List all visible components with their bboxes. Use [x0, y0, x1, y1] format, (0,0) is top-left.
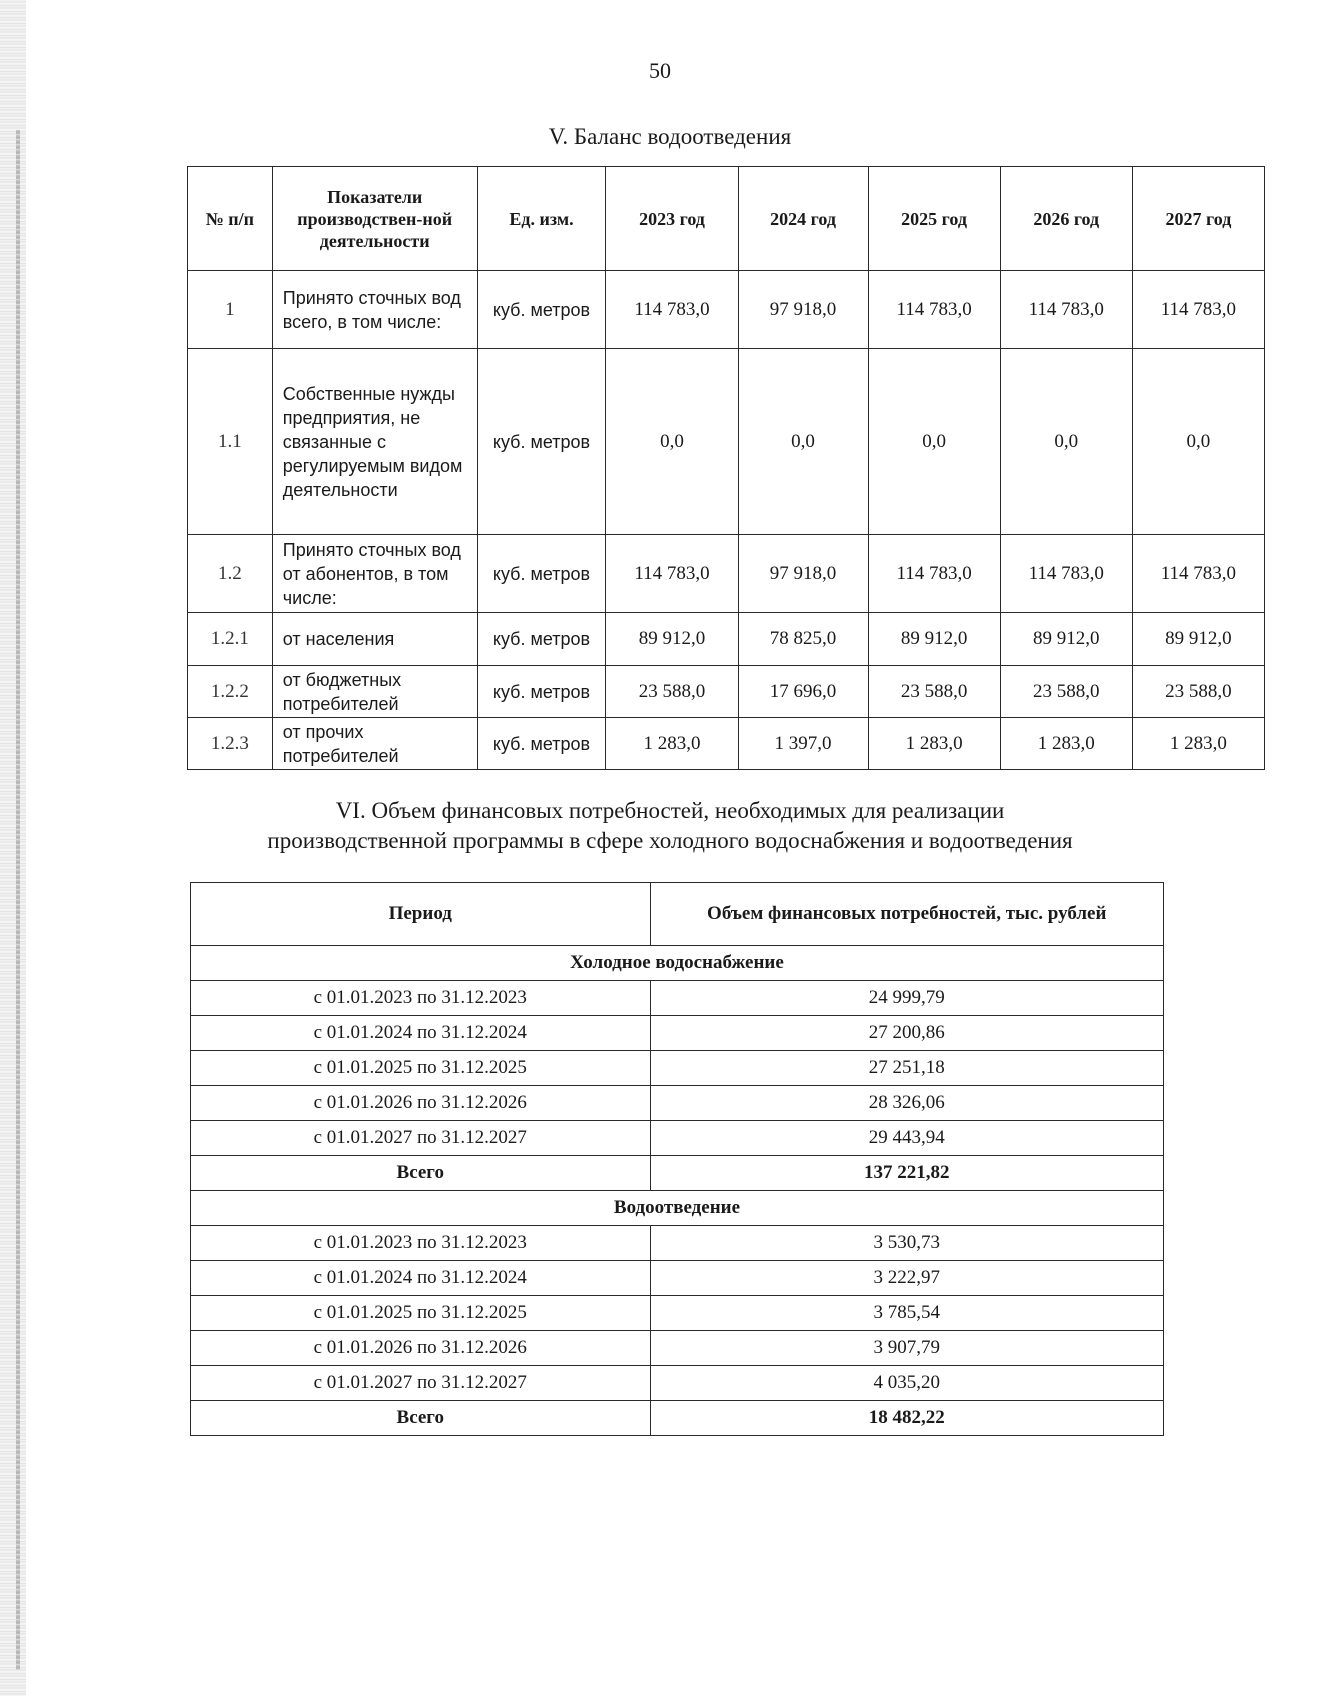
row-unit: куб. метров: [477, 718, 606, 770]
row-num: 1.2.2: [188, 666, 273, 718]
value-cell: 3 785,54: [650, 1296, 1164, 1331]
table-row: [191, 1226, 1164, 1261]
total-label: Всего: [191, 1401, 651, 1436]
value-2026: 0,0: [1000, 349, 1132, 535]
value-2023: 0,0: [606, 349, 738, 535]
value-2025: 89 912,0: [868, 613, 1000, 666]
group-row: [191, 1191, 1164, 1226]
header-2025: 2025 год: [868, 167, 1000, 271]
row-name: от бюджетных потребителей: [272, 666, 477, 718]
value-2025: 114 783,0: [868, 271, 1000, 349]
period-cell: с 01.01.2024 по 31.12.2024: [191, 1016, 651, 1051]
row-name: Принято сточных вод всего, в том числе:: [272, 271, 477, 349]
period-cell: с 01.01.2023 по 31.12.2023: [191, 981, 651, 1016]
table-row: [191, 1261, 1164, 1296]
value-cell: 3 907,79: [650, 1331, 1164, 1366]
section-6-title-line-2: производственной программы в сфере холодного водоснабжения и водоотведения: [267, 828, 1073, 853]
value-2027: 114 783,0: [1132, 271, 1264, 349]
value-2024: 97 918,0: [738, 271, 868, 349]
header-2024: 2024 год: [738, 167, 868, 271]
row-num: 1.1: [188, 349, 273, 535]
value-2023: 1 283,0: [606, 718, 738, 770]
period-cell: с 01.01.2027 по 31.12.2027: [191, 1121, 651, 1156]
value-2024: 78 825,0: [738, 613, 868, 666]
scan-binding-line: [16, 130, 20, 1670]
header-2026: 2026 год: [1000, 167, 1132, 271]
period-cell: с 01.01.2025 по 31.12.2025: [191, 1051, 651, 1086]
value-2025: 0,0: [868, 349, 1000, 535]
total-row: [191, 1401, 1164, 1436]
row-unit: куб. метров: [477, 613, 606, 666]
section-6-title: [0, 796, 1340, 856]
value-2025: 114 783,0: [868, 535, 1000, 613]
table-row: [191, 1366, 1164, 1401]
total-value: 137 221,82: [650, 1156, 1164, 1191]
value-2027: 114 783,0: [1132, 535, 1264, 613]
header-volume: Объем финансовых потребностей, тыс. рублей: [650, 883, 1164, 946]
value-cell: 27 200,86: [650, 1016, 1164, 1051]
value-2027: 0,0: [1132, 349, 1264, 535]
total-label: Всего: [191, 1156, 651, 1191]
value-2023: 114 783,0: [606, 271, 738, 349]
value-2027: 89 912,0: [1132, 613, 1264, 666]
row-name: от прочих потребителей: [272, 718, 477, 770]
table-row: [191, 1296, 1164, 1331]
value-cell: 4 035,20: [650, 1366, 1164, 1401]
table-header-row: [188, 167, 1265, 271]
header-2023: 2023 год: [606, 167, 738, 271]
financial-needs-table: [190, 882, 1164, 1436]
table-header-row: [191, 883, 1164, 946]
table-row: [191, 1086, 1164, 1121]
row-unit: куб. метров: [477, 535, 606, 613]
header-indicator: Показатели производствен-ной деятельности: [272, 167, 477, 271]
table-row: [188, 271, 1265, 349]
row-num: 1.2.3: [188, 718, 273, 770]
value-2026: 1 283,0: [1000, 718, 1132, 770]
value-2024: 17 696,0: [738, 666, 868, 718]
period-cell: с 01.01.2027 по 31.12.2027: [191, 1366, 651, 1401]
value-2024: 97 918,0: [738, 535, 868, 613]
table-row: [188, 666, 1265, 718]
value-2026: 89 912,0: [1000, 613, 1132, 666]
table-row: [191, 1051, 1164, 1086]
group-cold-water-supply: Холодное водоснабжение: [191, 946, 1164, 981]
row-name: от населения: [272, 613, 477, 666]
section-5-title: V. Баланс водоотведения: [548, 124, 792, 149]
value-2024: 0,0: [738, 349, 868, 535]
row-num: 1.2: [188, 535, 273, 613]
group-row: [191, 946, 1164, 981]
value-2023: 89 912,0: [606, 613, 738, 666]
period-cell: с 01.01.2024 по 31.12.2024: [191, 1261, 651, 1296]
table-row: [188, 535, 1265, 613]
header-2027: 2027 год: [1132, 167, 1264, 271]
header-num: № п/п: [188, 167, 273, 271]
period-cell: с 01.01.2026 по 31.12.2026: [191, 1331, 651, 1366]
row-num: 1.2.1: [188, 613, 273, 666]
row-num: 1: [188, 271, 273, 349]
row-name: Собственные нужды предприятия, не связанные с регулируемым видом деятельности: [272, 349, 477, 535]
value-2023: 114 783,0: [606, 535, 738, 613]
value-2026: 23 588,0: [1000, 666, 1132, 718]
table-row: [191, 981, 1164, 1016]
total-value: 18 482,22: [650, 1401, 1164, 1436]
value-cell: 28 326,06: [650, 1086, 1164, 1121]
table-row: [191, 1331, 1164, 1366]
table-row: [188, 718, 1265, 770]
page-number: 50: [649, 58, 671, 83]
value-cell: 29 443,94: [650, 1121, 1164, 1156]
value-2027: 23 588,0: [1132, 666, 1264, 718]
total-row: [191, 1156, 1164, 1191]
row-name: Принято сточных вод от абонентов, в том числе:: [272, 535, 477, 613]
header-unit: Ед. изм.: [477, 167, 606, 271]
row-unit: куб. метров: [477, 349, 606, 535]
period-cell: с 01.01.2026 по 31.12.2026: [191, 1086, 651, 1121]
value-2027: 1 283,0: [1132, 718, 1264, 770]
value-2026: 114 783,0: [1000, 535, 1132, 613]
group-water-disposal: Водоотведение: [191, 1191, 1164, 1226]
table-row: [191, 1121, 1164, 1156]
table-row: [188, 349, 1265, 535]
value-2026: 114 783,0: [1000, 271, 1132, 349]
header-period: Период: [191, 883, 651, 946]
water-disposal-balance-table: [187, 166, 1265, 770]
period-cell: с 01.01.2023 по 31.12.2023: [191, 1226, 651, 1261]
value-2024: 1 397,0: [738, 718, 868, 770]
value-cell: 27 251,18: [650, 1051, 1164, 1086]
row-unit: куб. метров: [477, 666, 606, 718]
value-2025: 23 588,0: [868, 666, 1000, 718]
table-row: [191, 1016, 1164, 1051]
table-row: [188, 613, 1265, 666]
period-cell: с 01.01.2025 по 31.12.2025: [191, 1296, 651, 1331]
value-2025: 1 283,0: [868, 718, 1000, 770]
value-cell: 3 222,97: [650, 1261, 1164, 1296]
section-6-title-line-1: VI. Объем финансовых потребностей, необходимых для реализации: [335, 798, 1005, 823]
value-cell: 24 999,79: [650, 981, 1164, 1016]
value-cell: 3 530,73: [650, 1226, 1164, 1261]
row-unit: куб. метров: [477, 271, 606, 349]
value-2023: 23 588,0: [606, 666, 738, 718]
